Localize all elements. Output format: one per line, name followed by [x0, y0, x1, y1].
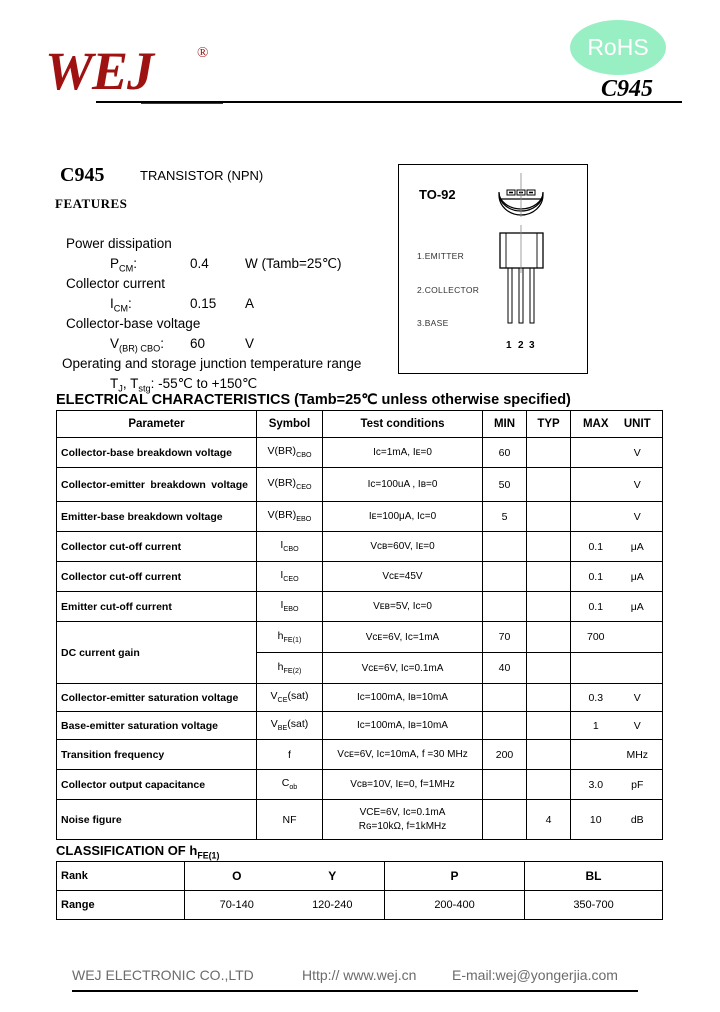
row-min: 70	[483, 622, 527, 653]
symbol-main: h	[277, 629, 284, 642]
row-unit: pF	[631, 778, 644, 791]
row-max: 0.1	[588, 600, 604, 613]
feature-value-pcm: 0.4	[190, 256, 209, 271]
tj-sub: J	[118, 383, 123, 394]
row-parameter: Emitter-base breakdown voltage	[57, 502, 257, 532]
row-max-unit	[571, 592, 663, 622]
symbol-sub: CEO	[296, 483, 312, 492]
row-conditions: Vᴄᴇ=6V, Iᴄ=1mA	[323, 622, 483, 653]
classification-range-bl: 350-700	[525, 891, 663, 920]
row-max: 10	[589, 813, 602, 826]
row-conditions-line2: Rɢ=10kΩ, f=1kMHz	[358, 820, 447, 832]
row-min	[483, 684, 527, 712]
row-min: 40	[483, 653, 527, 684]
row-max-unit	[571, 800, 663, 840]
classification-rank-y: Y	[328, 869, 337, 883]
row-max-unit	[571, 532, 663, 562]
feature-symbol-icm-sub: CM	[113, 303, 129, 314]
pin-number-1: 1	[506, 340, 512, 351]
footer-company-name: WEJ ELECTRONIC CO.,LTD	[72, 967, 254, 983]
row-typ	[527, 740, 571, 770]
col-header-min: MIN	[483, 411, 527, 438]
row-parameter: Transition frequency	[57, 740, 257, 770]
symbol-main: f	[288, 748, 291, 761]
symbol-main: V	[270, 690, 278, 703]
row-parameter: Collector-base breakdown voltage	[57, 438, 257, 468]
row-unit: μA	[630, 570, 644, 583]
table-row	[57, 770, 663, 800]
row-max-unit	[571, 770, 663, 800]
row-max-unit	[571, 740, 663, 770]
feature-label-temp-range: Operating and storage junction temperature range	[62, 356, 362, 371]
row-typ	[527, 770, 571, 800]
row-typ	[527, 592, 571, 622]
row-parameter: Collector-emitter saturation voltage	[57, 684, 257, 712]
row-symbol	[257, 562, 323, 592]
page-subtitle: TRANSISTOR (NPN)	[140, 168, 264, 183]
footer-email-link[interactable]: E-mail:wej@yongerjia.com	[452, 967, 618, 983]
col-header-parameter: Parameter	[57, 411, 257, 438]
classification-range-y: 120-240	[312, 899, 353, 911]
row-max: 3.0	[588, 778, 604, 791]
row-symbol	[257, 438, 323, 468]
company-logo	[45, 41, 225, 106]
row-min: 200	[483, 740, 527, 770]
classification-heading-sub: FE(1)	[197, 850, 220, 861]
row-max-unit	[571, 712, 663, 740]
row-typ	[527, 562, 571, 592]
row-conditions: Vᴄᴇ=6V, Iᴄ=0.1mA	[323, 653, 483, 684]
row-min	[483, 800, 527, 840]
classification-range-o: 70-140	[219, 899, 254, 911]
footer-website-link[interactable]: Http:// www.wej.cn	[302, 967, 417, 983]
table-row	[57, 438, 663, 468]
row-parameter: Noise figure	[57, 800, 257, 840]
row-symbol	[257, 502, 323, 532]
classification-range-row	[57, 891, 663, 920]
colon: :	[133, 256, 138, 271]
classification-range-o-y	[185, 891, 385, 920]
row-unit: V	[633, 446, 641, 459]
symbol-sub: CEO	[283, 575, 299, 584]
row-typ: 4	[527, 800, 571, 840]
row-unit: V	[633, 478, 641, 491]
row-symbol	[257, 770, 323, 800]
row-max-unit	[571, 622, 663, 653]
row-symbol	[257, 712, 323, 740]
rohs-badge	[570, 20, 666, 75]
symbol-sub: EBO	[296, 515, 312, 524]
feature-label-collector-base-voltage: Collector-base voltage	[66, 316, 201, 331]
page-header	[0, 0, 720, 118]
registered-trademark-icon: ®	[197, 45, 209, 61]
feature-symbol-vbrcbo-sub: (BR) CBO	[119, 343, 161, 354]
row-unit: V	[633, 691, 641, 704]
symbol-main: NF	[282, 813, 297, 826]
row-parameter: Collector-emitter breakdown voltage	[57, 468, 257, 502]
row-typ	[527, 468, 571, 502]
feature-symbol-vbrcbo: $V_{(BR) CBO}$:	[110, 336, 165, 354]
page-title: C945	[60, 164, 105, 186]
symbol-sub: BE	[277, 724, 288, 733]
symbol-sub: CBO	[283, 545, 299, 554]
table-row	[57, 502, 663, 532]
classification-row-label-range: Range	[57, 891, 185, 920]
pin-label-3: 3.BASE	[417, 318, 449, 328]
table-row	[57, 468, 663, 502]
row-typ	[527, 653, 571, 684]
colon: :	[150, 376, 155, 391]
symbol-sub: EBO	[283, 605, 299, 614]
classification-rank-p: P	[385, 862, 525, 891]
symbol-sub: ob	[289, 783, 298, 792]
feature-unit-vbrcbo: V	[245, 336, 255, 351]
row-parameter: Collector cut-off current	[57, 532, 257, 562]
row-conditions: Iᴄ=100mA, Iʙ=10mA	[323, 684, 483, 712]
classification-row-label-rank: Rank	[57, 862, 185, 891]
package-diagram	[398, 164, 588, 374]
features-heading: FEATURES	[55, 196, 128, 211]
symbol-sub: CE	[277, 696, 288, 705]
row-conditions: Iᴄ=100uA , Iʙ=0	[323, 468, 483, 502]
row-min	[483, 562, 527, 592]
symbol-main: h	[277, 660, 284, 673]
classification-range-p: 200-400	[385, 891, 525, 920]
table-row	[57, 684, 663, 712]
rohs-badge-label: RoHS	[587, 34, 649, 60]
row-unit: dB	[630, 813, 644, 826]
row-unit: MHz	[626, 748, 649, 761]
package-name: TO-92	[419, 187, 456, 202]
row-max: 700	[586, 631, 605, 643]
header-part-number: C945	[601, 76, 654, 102]
col-header-typ: TYP	[527, 411, 571, 438]
classification-rank-o: O	[232, 869, 242, 883]
pin-number-3: 3	[529, 340, 535, 351]
symbol-main: V	[270, 718, 278, 731]
row-parameter: Collector cut-off current	[57, 562, 257, 592]
hfe-classification-table	[56, 861, 663, 920]
row-max-unit	[571, 653, 663, 684]
row-conditions: Vᴄʙ=60V, Iᴇ=0	[323, 532, 483, 562]
row-symbol	[257, 740, 323, 770]
row-min	[483, 592, 527, 622]
temp-range-text: -55℃ to +150℃	[158, 376, 258, 391]
row-max-unit	[571, 502, 663, 532]
pin-label-1: 1.EMITTER	[417, 251, 465, 261]
pin-number-2: 2	[518, 340, 524, 351]
row-conditions: Iᴄ=100mA, Iʙ=10mA	[323, 712, 483, 740]
row-typ	[527, 532, 571, 562]
logo-wordmark: WEJ	[45, 41, 154, 101]
row-symbol	[257, 532, 323, 562]
row-conditions: Vᴄʙ=10V, Iᴇ=0, f=1MHz	[323, 770, 483, 800]
row-min	[483, 532, 527, 562]
feature-value-vbrcbo: 60	[190, 336, 206, 351]
row-max: 0.3	[588, 691, 604, 704]
symbol-sub: FE(1)	[283, 636, 302, 645]
table-row	[57, 712, 663, 740]
feature-temp-range-value: $T_J$, $T_{stg}$: -55℃ to +150℃	[110, 376, 258, 394]
symbol-tail: (sat)	[287, 690, 309, 703]
table-row	[57, 592, 663, 622]
row-parameter: DC current gain	[57, 622, 257, 684]
row-typ	[527, 438, 571, 468]
row-conditions-line1: VCE=6V, Ic=0.1mA	[359, 807, 446, 818]
row-parameter: Base-emitter saturation voltage	[57, 712, 257, 740]
row-max: 1	[592, 719, 599, 732]
feature-symbol-icm: $I_{CM}$:	[110, 296, 132, 314]
classification-heading-text: CLASSIFICATION OF h	[56, 843, 198, 858]
classification-rank-o-y	[185, 862, 385, 891]
feature-label-power-dissipation: Power dissipation	[66, 236, 172, 251]
row-max-unit	[571, 438, 663, 468]
colon: :	[160, 336, 165, 351]
feature-symbol-pcm: $P_{CM}$:	[110, 256, 138, 274]
feature-value-icm: 0.15	[190, 296, 217, 311]
symbol-main: V(BR)	[267, 445, 297, 458]
row-conditions: Vᴄᴇ=6V, Iᴄ=10mA, f =30 MHz	[323, 740, 483, 770]
row-typ	[527, 622, 571, 653]
tstg-sub: stg	[138, 383, 151, 394]
feature-unit-icm: A	[245, 296, 255, 311]
row-typ	[527, 684, 571, 712]
symbol-main: V(BR)	[267, 509, 297, 522]
table-row	[57, 562, 663, 592]
table-row	[57, 800, 663, 840]
symbol-tail: (sat)	[287, 718, 309, 731]
row-conditions: Vᴄᴇ=45V	[323, 562, 483, 592]
table-row	[57, 740, 663, 770]
row-parameter: Emitter cut-off current	[57, 592, 257, 622]
col-header-test-conditions: Test conditions	[323, 411, 483, 438]
feature-unit-pcm: W (Tamb=25℃)	[245, 256, 342, 271]
row-min: 5	[483, 502, 527, 532]
row-typ	[527, 502, 571, 532]
row-min	[483, 712, 527, 740]
symbol-main: V(BR)	[267, 477, 297, 490]
table-row	[57, 532, 663, 562]
row-unit: V	[633, 719, 641, 732]
row-symbol	[257, 592, 323, 622]
col-header-unit: UNIT	[623, 418, 651, 430]
row-max-unit	[571, 468, 663, 502]
symbol-main: I	[280, 539, 284, 552]
row-conditions: Iᴇ=100μA, Iᴄ=0	[323, 502, 483, 532]
feature-label-collector-current: Collector current	[66, 276, 166, 291]
row-min	[483, 770, 527, 800]
row-min: 60	[483, 438, 527, 468]
row-min: 50	[483, 468, 527, 502]
symbol-main: I	[280, 569, 284, 582]
row-symbol	[257, 622, 323, 653]
tstg-symbol: T	[130, 376, 139, 391]
symbol-main: C	[281, 777, 290, 790]
row-conditions: Iᴄ=1mA, Iᴇ=0	[323, 438, 483, 468]
classification-rank-bl: BL	[525, 862, 663, 891]
row-conditions	[323, 800, 483, 840]
classification-rank-row	[57, 862, 663, 891]
row-symbol	[257, 684, 323, 712]
col-header-max: MAX	[582, 418, 609, 430]
footer-divider	[72, 990, 638, 992]
electrical-characteristics-table	[56, 410, 663, 840]
row-max-unit	[571, 562, 663, 592]
row-symbol	[257, 468, 323, 502]
feature-symbol-pcm-sub: CM	[119, 263, 134, 274]
row-symbol	[257, 800, 323, 840]
symbol-sub: CBO	[296, 451, 312, 460]
row-max: 0.1	[588, 540, 604, 553]
col-header-max-unit	[571, 411, 663, 438]
pin-label-2: 2.COLLECTOR	[417, 285, 480, 295]
row-typ	[527, 712, 571, 740]
header-divider	[96, 101, 682, 103]
symbol-main: I	[280, 599, 284, 612]
colon: :	[128, 296, 132, 311]
row-conditions: Vᴇʙ=5V, Iᴄ=0	[323, 592, 483, 622]
classification-heading	[56, 843, 219, 861]
row-unit: μA	[630, 600, 644, 613]
col-header-symbol: Symbol	[257, 411, 323, 438]
row-unit: μA	[630, 540, 644, 553]
row-max-unit	[571, 684, 663, 712]
row-symbol	[257, 653, 323, 684]
to92-outline-drawing	[399, 165, 587, 373]
table-header-row	[57, 411, 663, 438]
row-unit: V	[633, 510, 641, 523]
row-max: 0.1	[588, 570, 604, 583]
symbol-sub: FE(2)	[283, 667, 302, 676]
row-parameter: Collector output capacitance	[57, 770, 257, 800]
electrical-characteristics-heading: ELECTRICAL CHARACTERISTICS (Tamb=25℃ unless otherwise specified)	[56, 392, 571, 408]
table-row	[57, 622, 663, 653]
